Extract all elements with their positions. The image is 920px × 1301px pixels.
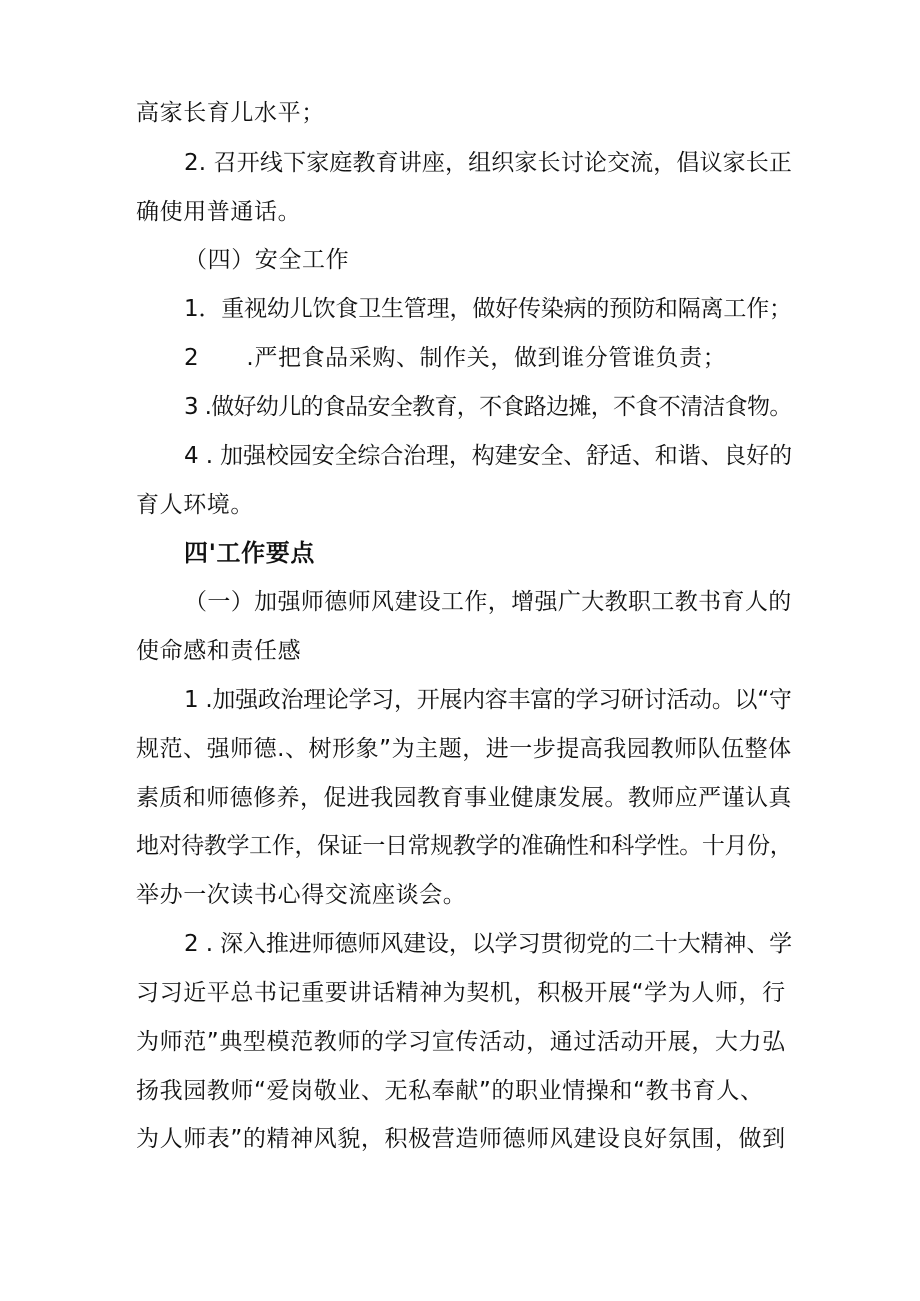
paragraph-2-line-3: 为师范”典型模范教师的学习宣传活动，通过活动开展，大力弘: [136, 1029, 786, 1055]
safety-item-1: 1．重视幼儿饮食卫生管理，做好传染病的预防和隔离工作；: [184, 296, 792, 322]
subsection-heading-line-2: 使命感和责任感: [136, 638, 302, 664]
section-heading-work-points: 四'工作要点: [184, 539, 315, 567]
paragraph-1-line-1: 1 .加强政治理论学习，开展内容丰富的学习研讨活动。以“守: [184, 687, 792, 713]
subsection-heading-line-1: （一）加强师德师风建设工作，增强广大教职工教书育人的: [184, 589, 792, 615]
paragraph-2-line-4: 扬我园教师“爱岗敬业、无私奉献”的职业情操和“教书育人、: [136, 1078, 764, 1104]
text-line: 高家长育儿水平；: [136, 100, 325, 126]
list-item-2-line-1: 2. 召开线下家庭教育讲座，组织家长讨论交流，倡议家长正: [184, 150, 793, 176]
paragraph-1-line-2: 规范、强师德.、树形象”为主题，进一步提高我园教师队伍整体: [136, 736, 792, 762]
paragraph-2-line-5: 为人师表”的精神风貌，积极营造师德师风建设良好氛围，做到: [136, 1126, 786, 1152]
safety-item-3: 3 .做好幼儿的食品安全教育，不食路边摊，不食不清洁食物。: [184, 394, 792, 420]
paragraph-1-line-5: 举办一次读书心得交流座谈会。: [136, 882, 467, 908]
paragraph-1-line-3: 素质和师德修养，促进我园教育事业健康发展。教师应严谨认真: [136, 785, 792, 811]
safety-item-4-line-1: 4 . 加强校园安全综合治理，构建安全、舒适、和谐、良好的: [184, 443, 792, 469]
paragraph-2-line-2: 习习近平总书记重要讲话精神为契机，积极开展“学为人师，行: [136, 980, 786, 1006]
paragraph-2-line-1: 2 . 深入推进师德师风建设，以学习贯彻党的二十大精神、学: [184, 931, 792, 957]
section-heading-safety: （四）安全工作: [184, 247, 350, 273]
paragraph-1-line-4: 地对待教学工作，保证一日常规教学的准确性和科学性。十月份，: [136, 833, 793, 859]
safety-item-2: 2 .严把食品采购、制作关，做到谁分管谁负责；: [184, 345, 727, 371]
list-item-2-line-2: 确使用普通话。: [136, 199, 302, 225]
safety-item-4-line-2: 育人环境。: [136, 492, 254, 518]
